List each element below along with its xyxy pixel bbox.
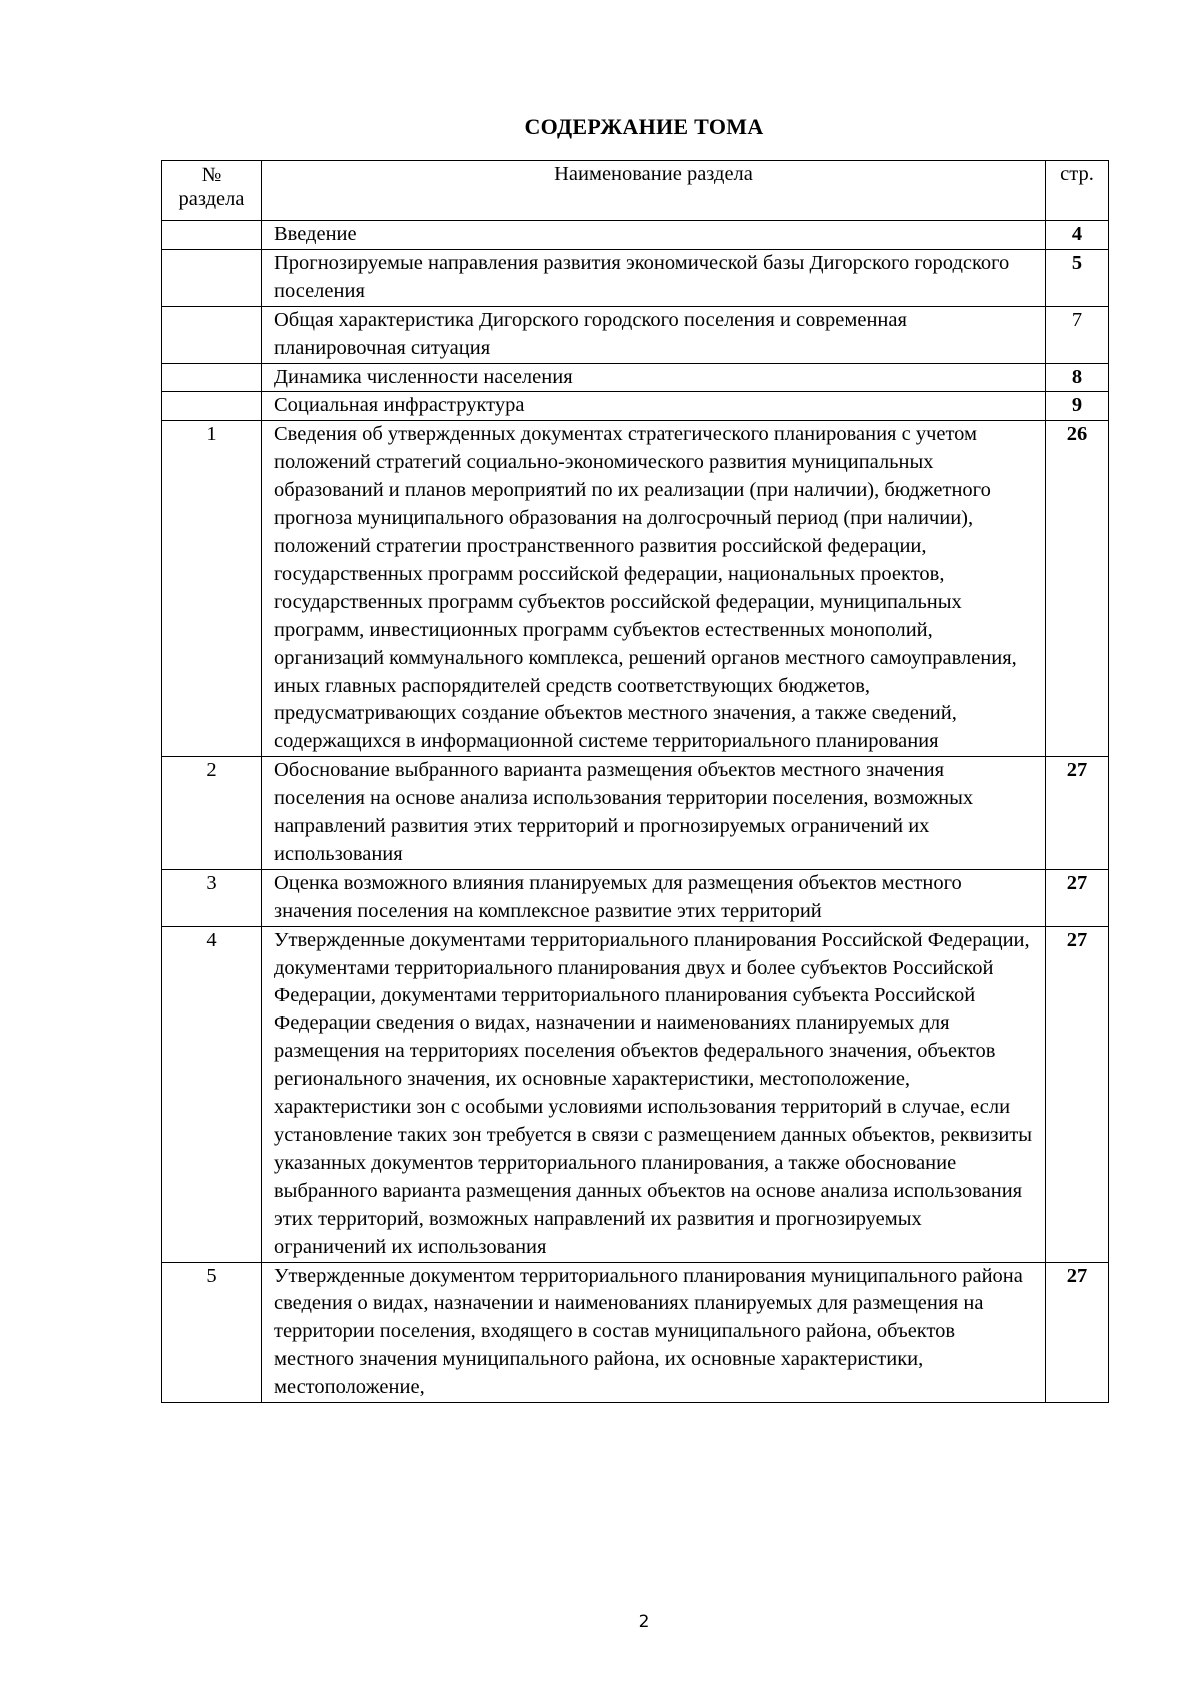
section-page: 26 <box>1046 421 1109 757</box>
contents-table <box>161 160 1109 1403</box>
document-title: СОДЕРЖАНИЕ ТОМА <box>524 114 764 139</box>
table-row <box>162 392 1109 421</box>
section-number <box>162 392 262 421</box>
section-number: 1 <box>162 421 262 757</box>
table-row <box>162 757 1109 870</box>
section-page: 27 <box>1046 1262 1109 1403</box>
section-page: 4 <box>1046 221 1109 250</box>
section-page: 27 <box>1046 926 1109 1262</box>
section-number <box>162 363 262 392</box>
header-section-number <box>162 161 262 221</box>
table-header-row <box>162 161 1109 221</box>
header-number-label: раздела <box>178 188 245 210</box>
section-number <box>162 221 262 250</box>
section-name: Утвержденные документом территориального планирования муниципального района сведения о видах, назначении и наименованиях планируемых для размещения на территории поселения, входящего в состав муниципального района, объектов местного значения муниципального района, их основные характеристики, местоположение, <box>262 1262 1046 1403</box>
table-row <box>162 306 1109 363</box>
header-page: стр. <box>1046 161 1109 221</box>
table-row <box>162 1262 1109 1403</box>
section-number <box>162 249 262 306</box>
table-row <box>162 926 1109 1262</box>
section-name: Прогнозируемые направления развития экономической базы Дигорского городского поселения <box>262 249 1046 306</box>
table-row <box>162 221 1109 250</box>
table-row <box>162 421 1109 757</box>
section-number: 2 <box>162 757 262 870</box>
section-page: 27 <box>1046 757 1109 870</box>
section-page: 27 <box>1046 869 1109 926</box>
section-page: 9 <box>1046 392 1109 421</box>
section-page: 8 <box>1046 363 1109 392</box>
section-name: Утвержденные документами территориального планирования Российской Федерации, документами территориального планирования двух и более субъектов Российской Федерации, документами территориального планирования субъекта Российской Федерации сведения о видах, назначении и наименованиях планируемых для размещения на территориях поселения объектов федерального значения, объектов регионального значения, их основные характеристики, местоположение, характеристики зон с особыми условиями использования территорий в случае, если установление таких зон требуется в связи с размещением данных объектов, реквизиты указанных документов территориального планирования, а также обоснование выбранного варианта размещения данных объектов на основе анализа использования этих территорий, возможных направлений их развития и прогнозируемых ограничений их использования <box>262 926 1046 1262</box>
header-number-symbol: № <box>201 164 222 186</box>
header-section-name: Наименование раздела <box>262 161 1046 221</box>
section-name: Оценка возможного влияния планируемых для размещения объектов местного значения поселения на комплексное развитие этих территорий <box>262 869 1046 926</box>
section-name: Введение <box>262 221 1046 250</box>
section-number <box>162 306 262 363</box>
section-name: Социальная инфраструктура <box>262 392 1046 421</box>
section-name: Динамика численности населения <box>262 363 1046 392</box>
section-number: 3 <box>162 869 262 926</box>
page-number: 2 <box>638 1612 650 1632</box>
section-number: 4 <box>162 926 262 1262</box>
section-name: Сведения об утвержденных документах стратегического планирования с учетом положений стратегий социально-экономического развития муниципальных образований и планов мероприятий по их реализации (при наличии), бюджетного прогноза муниципального образования на долгосрочный период (при наличии), положений стратегии пространственного развития российской федерации, государственных программ российской федерации, национальных проектов, государственных программ субъектов российской федерации, муниципальных программ, инвестиционных программ субъектов естественных монополий, организаций коммунального комплекса, решений органов местного самоуправления, иных главных распорядителей средств соответствующих бюджетов, предусматривающих создание объектов местного значения, а также сведений, содержащихся в информационной системе территориального планирования <box>262 421 1046 757</box>
section-name: Обоснование выбранного варианта размещения объектов местного значения поселения на основе анализа использования территории поселения, возможных направлений развития этих территорий и прогнозируемых ограничений их использования <box>262 757 1046 870</box>
section-page: 7 <box>1046 306 1109 363</box>
table-row <box>162 363 1109 392</box>
section-page: 5 <box>1046 249 1109 306</box>
section-name: Общая характеристика Дигорского городского поселения и современная планировочная ситуация <box>262 306 1046 363</box>
table-row <box>162 869 1109 926</box>
table-row <box>162 249 1109 306</box>
section-number: 5 <box>162 1262 262 1403</box>
